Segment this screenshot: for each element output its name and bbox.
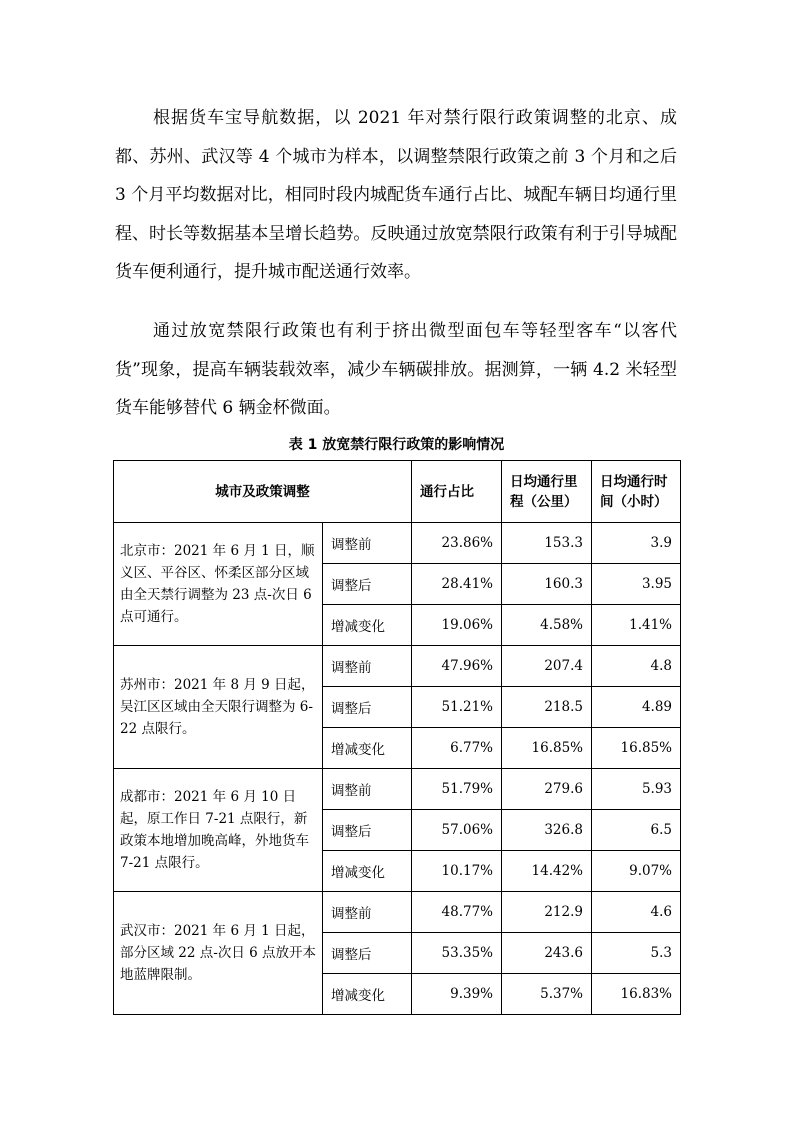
mileage-cell: 14.42%: [502, 851, 592, 892]
row-label: 调整前: [323, 646, 412, 687]
header-share: 通行占比: [412, 461, 502, 523]
hours-cell: 4.6: [592, 892, 681, 933]
share-cell: 19.06%: [412, 605, 502, 646]
row-label: 调整后: [323, 687, 412, 728]
hours-cell: 9.07%: [592, 851, 681, 892]
hours-cell: 4.89: [592, 687, 681, 728]
hours-cell: 5.3: [592, 933, 681, 974]
share-cell: 23.86%: [412, 523, 502, 564]
mileage-cell: 279.6: [502, 769, 592, 810]
share-cell: 6.77%: [412, 728, 502, 769]
share-cell: 57.06%: [412, 810, 502, 851]
city-policy-cell: 北京市：2021 年 6 月 1 日，顺义区、平谷区、怀柔区部分区域由全天禁行调整为 23 点-次日 6 点可通行。: [114, 523, 323, 646]
city-policy-cell: 成都市：2021 年 6 月 10 日起，原工作日 7-21 点限行，新政策本地增加晚高峰，外地货车 7-21 点限行。: [114, 769, 323, 892]
mileage-cell: 153.3: [502, 523, 592, 564]
city-policy-cell: 苏州市：2021 年 8 月 9 日起，吴江区区域由全天限行调整为 6-22 点限行。: [114, 646, 323, 769]
hours-cell: 16.83%: [592, 974, 681, 1015]
row-label: 调整后: [323, 810, 412, 851]
share-cell: 47.96%: [412, 646, 502, 687]
row-label: 增减变化: [323, 851, 412, 892]
hours-cell: 3.9: [592, 523, 681, 564]
paragraph-1: 根据货车宝导航数据，以 2021 年对禁行限行政策调整的北京、成都、苏州、武汉等 4 个城市为样本，以调整禁限行政策之前 3 个月和之后 3 个月平均数据对比，相同时段内城配货车通行占比、城配车辆日均通行里程、时长等数据基本呈增长趋势。反映通过放宽禁限行政策有利于引导城配货车便利通行，提升城市配送通行效率。: [115, 108, 677, 283]
mileage-cell: 218.5: [502, 687, 592, 728]
paragraph-2: 通过放宽禁限行政策也有利于挤出微型面包车等轻型客车“以客代货”现象，提高车辆装载效率，减少车辆碳排放。据测算，一辆 4.2 米轻型货车能够替代 6 辆金杯微面。: [115, 321, 677, 419]
mileage-cell: 243.6: [502, 933, 592, 974]
table-row: [114, 523, 681, 564]
row-label: 调整后: [323, 564, 412, 605]
table-caption: 表 1 放宽禁行限行政策的影响情况: [288, 437, 505, 453]
mileage-cell: 160.3: [502, 564, 592, 605]
row-label: 增减变化: [323, 974, 412, 1015]
mileage-cell: 212.9: [502, 892, 592, 933]
row-label: 调整前: [323, 769, 412, 810]
row-label: 调整后: [323, 933, 412, 974]
share-cell: 28.41%: [412, 564, 502, 605]
share-cell: 53.35%: [412, 933, 502, 974]
share-cell: 51.21%: [412, 687, 502, 728]
table-header-row: [114, 461, 681, 523]
row-label: 调整前: [323, 892, 412, 933]
policy-impact-table: [113, 460, 681, 1015]
header-city-policy: 城市及政策调整: [114, 461, 412, 523]
row-label: 调整前: [323, 523, 412, 564]
hours-cell: 6.5: [592, 810, 681, 851]
hours-cell: 16.85%: [592, 728, 681, 769]
row-label: 增减变化: [323, 605, 412, 646]
hours-cell: 1.41%: [592, 605, 681, 646]
share-cell: 10.17%: [412, 851, 502, 892]
hours-cell: 3.95: [592, 564, 681, 605]
share-cell: 9.39%: [412, 974, 502, 1015]
table-row: [114, 769, 681, 810]
header-hours: 日均通行时间（小时）: [592, 461, 681, 523]
table-row: [114, 646, 681, 687]
mileage-cell: 326.8: [502, 810, 592, 851]
hours-cell: 5.93: [592, 769, 681, 810]
mileage-cell: 16.85%: [502, 728, 592, 769]
share-cell: 51.79%: [412, 769, 502, 810]
hours-cell: 4.8: [592, 646, 681, 687]
share-cell: 48.77%: [412, 892, 502, 933]
mileage-cell: 5.37%: [502, 974, 592, 1015]
header-mileage: 日均通行里程（公里）: [502, 461, 592, 523]
row-label: 增减变化: [323, 728, 412, 769]
mileage-cell: 207.4: [502, 646, 592, 687]
city-policy-cell: 武汉市：2021 年 6 月 1 日起，部分区域 22 点-次日 6 点放开本地蓝牌限制。: [114, 892, 323, 1015]
mileage-cell: 4.58%: [502, 605, 592, 646]
table-row: [114, 892, 681, 933]
